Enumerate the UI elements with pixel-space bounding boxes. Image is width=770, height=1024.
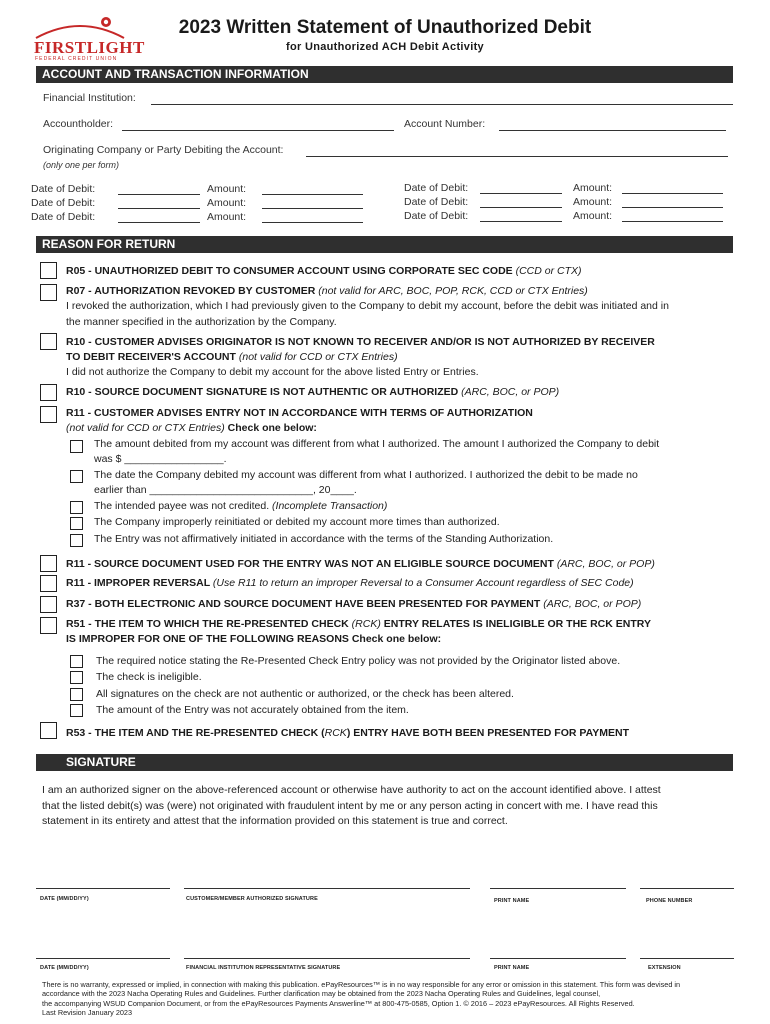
debit-date-field[interactable]	[118, 208, 200, 209]
r05-checkbox[interactable]	[40, 262, 57, 279]
r51-checkbox[interactable]	[40, 617, 57, 634]
amount-field[interactable]	[262, 222, 363, 223]
amount-label: Amount:	[573, 182, 613, 194]
r10-not-known-label: TO DEBIT RECEIVER'S ACCOUNT (not valid for CCD or CTX Entries)	[66, 351, 398, 363]
r11-option-checkbox[interactable]	[70, 440, 83, 453]
customer-print-name-field[interactable]	[490, 888, 626, 889]
amount-label: Amount:	[573, 196, 613, 208]
debit-date-field[interactable]	[118, 194, 200, 195]
logo-wordmark: FIRSTLIGHT	[34, 38, 145, 57]
disclaimer: There is no warranty, expressed or implied, in connection with making this publication. ePayResources™ is in no way responsible for any error or omission in this statement. This form was devised in accordance with the 2023 Nacha Operating Rules and Guidelines. Further clarification may be obtained from the 2023 Nacha Operating Rules and Guidelines, legal counsel, the accompanying WSUD Companion Document, or from the ePayResources Payments Answerline™ at 800-475-0585, Option 1. © 2016 – 2023 ePayResources. All Rights Reserved. Last Revision January 2023	[42, 980, 681, 1018]
debit-date-label: Date of Debit:	[404, 210, 469, 222]
amount-label: Amount:	[573, 210, 613, 222]
debit-date-field[interactable]	[118, 222, 200, 223]
date-caption: DATE (MM/DD/YY)	[40, 896, 89, 902]
r51-option-text: The required notice stating the Re-Presented Check Entry policy was not provided by the Originator listed above.	[96, 655, 621, 667]
amount-label: Amount:	[207, 197, 247, 209]
amount-field[interactable]	[262, 208, 363, 209]
r11-option-text: earlier than ____________________________, 20____.	[94, 484, 357, 496]
debit-date-field[interactable]	[480, 193, 562, 194]
r11-source-doc-label: R11 - SOURCE DOCUMENT USED FOR THE ENTRY WAS NOT AN ELIGIBLE SOURCE DOCUMENT (ARC, BOC, or POP)	[66, 558, 655, 570]
r11-terms-label: R11 - CUSTOMER ADVISES ENTRY NOT IN ACCORDANCE WITH TERMS OF AUTHORIZATION	[66, 407, 533, 419]
r07-text: I revoked the authorization, which I had previously given to the Company to debit my account, before the debit was initiated and in	[66, 300, 669, 312]
financial-institution-label: Financial Institution:	[43, 92, 136, 104]
debit-date-label: Date of Debit:	[404, 196, 469, 208]
r51-label: R51 - THE ITEM TO WHICH THE RE-PRESENTED CHECK (RCK) ENTRY RELATES IS INELIGIBLE OR THE RCK ENTRY	[66, 618, 651, 630]
amount-field[interactable]	[262, 194, 363, 195]
print-name-caption: PRINT NAME	[494, 898, 530, 904]
r11-option-text: was $ _________________.	[94, 453, 227, 465]
originating-company-label: Originating Company or Party Debiting the Account:	[43, 144, 284, 156]
r37-label: R37 - BOTH ELECTRONIC AND SOURCE DOCUMENT HAVE BEEN PRESENTED FOR PAYMENT (ARC, BOC, or POP)	[66, 598, 642, 610]
r51-option-checkbox[interactable]	[70, 704, 83, 717]
accountholder-label: Accountholder:	[43, 118, 114, 130]
fi-extension-field[interactable]	[640, 958, 734, 959]
debit-date-label: Date of Debit:	[31, 183, 96, 195]
r11-source-doc-checkbox[interactable]	[40, 555, 57, 572]
r10-not-known-checkbox[interactable]	[40, 333, 57, 350]
accountholder-field[interactable]	[122, 130, 394, 131]
r11-option-text: The intended payee was not credited. (Incomplete Transaction)	[94, 500, 388, 512]
amount-label: Amount:	[207, 183, 247, 195]
account-number-field[interactable]	[499, 130, 726, 131]
customer-signature-field[interactable]	[184, 888, 470, 889]
r10-not-known-text: I did not authorize the Company to debit my account for the above listed Entry or Entries.	[66, 366, 479, 378]
r07-label: R07 - AUTHORIZATION REVOKED BY CUSTOMER (not valid for ARC, BOC, POP, RCK, CCD or CTX Entries)	[66, 285, 588, 297]
originating-company-field[interactable]	[306, 156, 728, 157]
r11-reversal-label: R11 - IMPROPER REVERSAL (Use R11 to return an improper Reversal to a Consumer Account regardless of SEC Code)	[66, 577, 634, 589]
r53-label: R53 - THE ITEM AND THE RE-PRESENTED CHECK (RCK) ENTRY HAVE BOTH BEEN PRESENTED FOR PAYMENT	[66, 727, 629, 739]
amount-field[interactable]	[622, 193, 723, 194]
r11-option-text: The Entry was not affirmatively initiated in accordance with the terms of the Standing Authorization.	[94, 533, 554, 545]
attestation-text: I am an authorized signer on the above-referenced account or otherwise have authority to act on the account identified above. I attest that the listed debit(s) was (were) not originated with fraudulent intent by me or any person acting in concert with me. I have read this statement in its entirety and attest that the information provided on this statement is true and correct.	[42, 784, 661, 827]
customer-phone-field[interactable]	[640, 888, 734, 889]
amount-label: Amount:	[207, 211, 247, 223]
r53-checkbox[interactable]	[40, 722, 57, 739]
r10-signature-checkbox[interactable]	[40, 384, 57, 401]
r07-text: the manner specified in the authorization by the Company.	[66, 316, 337, 328]
debit-date-label: Date of Debit:	[31, 211, 96, 223]
r11-option-text: The date the Company debited my account was different from what I authorized. I authorized the debit to be made no	[94, 469, 638, 481]
r11-option-text: The Company improperly reinitiated or debited my account more times than authorized.	[94, 516, 500, 528]
r11-terms-checkbox[interactable]	[40, 406, 57, 423]
account-number-label: Account Number:	[404, 118, 486, 130]
phone-caption: PHONE NUMBER	[646, 898, 693, 904]
r10-not-known-label: R10 - CUSTOMER ADVISES ORIGINATOR IS NOT KNOWN TO RECEIVER AND/OR IS NOT AUTHORIZED BY RECEIVER	[66, 336, 655, 348]
print-name-caption: PRINT NAME	[494, 965, 530, 971]
r51-option-checkbox[interactable]	[70, 671, 83, 684]
r37-checkbox[interactable]	[40, 596, 57, 613]
r11-reversal-checkbox[interactable]	[40, 575, 57, 592]
debit-date-field[interactable]	[480, 221, 562, 222]
financial-institution-field[interactable]	[151, 104, 733, 105]
r11-option-checkbox[interactable]	[70, 501, 83, 514]
fi-date-field[interactable]	[36, 958, 170, 959]
r51-option-text: The amount of the Entry was not accurately obtained from the item.	[96, 704, 409, 716]
r05-label: R05 - UNAUTHORIZED DEBIT TO CONSUMER ACCOUNT USING CORPORATE SEC CODE (CCD or CTX)	[66, 265, 582, 277]
amount-field[interactable]	[622, 207, 723, 208]
fi-signature-field[interactable]	[184, 958, 470, 959]
fi-signature-caption: FINANCIAL INSTITUTION REPRESENTATIVE SIGNATURE	[186, 965, 341, 971]
customer-date-field[interactable]	[36, 888, 170, 889]
signature-section-header: SIGNATURE	[36, 754, 733, 771]
r11-option-text: The amount debited from my account was different from what I authorized. The amount I authorized the Company to debit	[94, 438, 660, 450]
amount-field[interactable]	[622, 221, 723, 222]
r10-signature-label: R10 - SOURCE DOCUMENT SIGNATURE IS NOT AUTHENTIC OR AUTHORIZED (ARC, BOC, or POP)	[66, 386, 560, 398]
page-subtitle: for Unauthorized ACH Debit Activity	[286, 41, 484, 53]
debit-date-label: Date of Debit:	[404, 182, 469, 194]
debit-date-field[interactable]	[480, 207, 562, 208]
page-title: 2023 Written Statement of Unauthorized Debit	[178, 17, 592, 38]
r07-checkbox[interactable]	[40, 284, 57, 301]
r51-option-text: The check is ineligible.	[96, 671, 202, 683]
date-caption: DATE (MM/DD/YY)	[40, 965, 89, 971]
r51-option-checkbox[interactable]	[70, 655, 83, 668]
debit-date-label: Date of Debit:	[31, 197, 96, 209]
fi-print-name-field[interactable]	[490, 958, 626, 959]
one-per-form-note: (only one per form)	[43, 160, 120, 170]
r11-terms-note: (not valid for CCD or CTX Entries) Check one below:	[66, 422, 317, 434]
logo-tagline: FEDERAL CREDIT UNION	[35, 56, 118, 62]
r51-option-checkbox[interactable]	[70, 688, 83, 701]
extension-caption: EXTENSION	[648, 965, 681, 971]
customer-signature-caption: CUSTOMER/MEMBER AUTHORIZED SIGNATURE	[186, 896, 318, 902]
account-section-header: ACCOUNT AND TRANSACTION INFORMATION	[36, 66, 733, 83]
r11-option-checkbox[interactable]	[70, 470, 83, 483]
reason-section-header: REASON FOR RETURN	[36, 236, 733, 253]
r51-option-text: All signatures on the check are not authentic or authorized, or the check has been altered.	[96, 688, 514, 700]
r51-label: IS IMPROPER FOR ONE OF THE FOLLOWING REASONS Check one below:	[66, 633, 442, 645]
r11-option-checkbox[interactable]	[70, 517, 83, 530]
r11-option-checkbox[interactable]	[70, 534, 83, 547]
